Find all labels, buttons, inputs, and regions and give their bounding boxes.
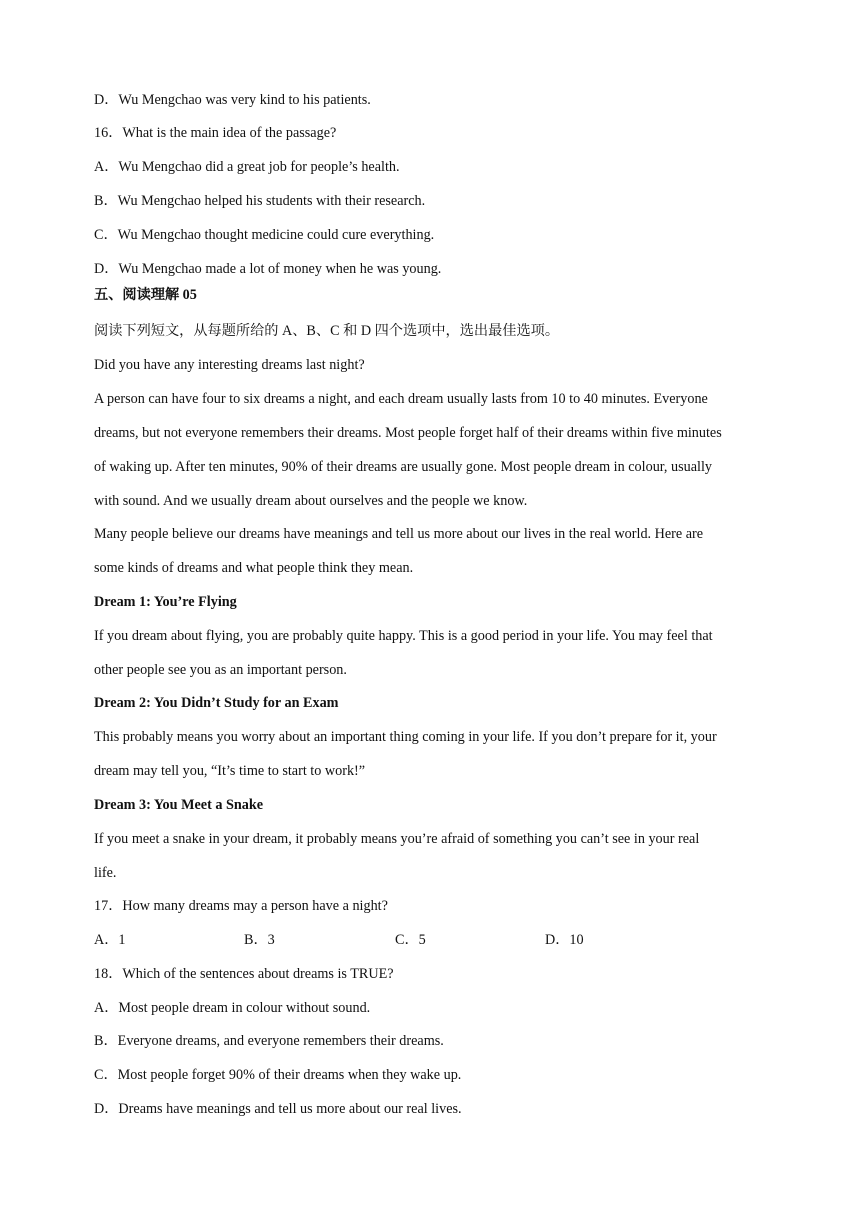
dream-1-heading: Dream 1: You’re Flying: [94, 594, 237, 610]
q16-option-b: B．Wu Mengchao helped his students with their research.: [94, 193, 426, 209]
section-instruction: 阅读下列短文，从每题所给的 A、B、C 和 D 四个选项中，选出最佳选项。: [94, 323, 560, 339]
passage-paragraph-2-line-2: some kinds of dreams and what people think they mean.: [94, 560, 414, 576]
dream-1-line-1: If you dream about flying, you are probably quite happy. This is a good period in your life. You may feel that: [94, 628, 713, 644]
q18-option-d: D．Dreams have meanings and tell us more about our real lives.: [94, 1101, 462, 1117]
q17-question: 17．How many dreams may a person have a night?: [94, 898, 388, 914]
q16-option-d: D．Wu Mengchao made a lot of money when he was young.: [94, 261, 442, 277]
passage-paragraph-1-line-2: dreams, but not everyone remembers their dreams. Most people forget half of their dreams within five minutes: [94, 425, 722, 441]
passage-paragraph-2-line-1: Many people believe our dreams have meanings and tell us more about our lives in the real world. Here are: [94, 526, 704, 542]
dream-2-line-1: This probably means you worry about an important thing coming in your life. If you don’t prepare for it, your: [94, 729, 717, 745]
q15-option-d: D．Wu Mengchao was very kind to his patients.: [94, 92, 371, 108]
q16-option-a: A．Wu Mengchao did a great job for people’s health.: [94, 159, 400, 175]
q18-option-c: C．Most people forget 90% of their dreams when they wake up.: [94, 1067, 462, 1083]
dream-2-line-2: dream may tell you, “It’s time to start to work!”: [94, 763, 366, 779]
section-heading: 五、阅读理解 05: [94, 287, 197, 303]
dream-3-line-2: life.: [94, 865, 117, 881]
q18-option-a: A．Most people dream in colour without sound.: [94, 1000, 371, 1016]
q17-option-d: D．10: [545, 932, 584, 948]
q18-option-b: B．Everyone dreams, and everyone remembers their dreams.: [94, 1033, 444, 1049]
dream-2-heading: Dream 2: You Didn’t Study for an Exam: [94, 695, 339, 711]
q17-option-b: B．3: [244, 932, 275, 948]
dream-1-line-2: other people see you as an important person.: [94, 662, 347, 678]
passage-paragraph-1-line-1: A person can have four to six dreams a night, and each dream usually lasts from 10 to 40 minutes. Everyone: [94, 391, 708, 407]
q18-question: 18．Which of the sentences about dreams is TRUE?: [94, 966, 394, 982]
q17-option-a: A．1: [94, 932, 126, 948]
dream-3-heading: Dream 3: You Meet a Snake: [94, 797, 264, 813]
q16-question: 16．What is the main idea of the passage?: [94, 125, 337, 141]
dream-3-line-1: If you meet a snake in your dream, it probably means you’re afraid of something you can’t see in your real: [94, 831, 700, 847]
passage-opening-question: Did you have any interesting dreams last night?: [94, 357, 365, 373]
q17-option-c: C．5: [395, 932, 426, 948]
passage-paragraph-1-line-4: with sound. And we usually dream about ourselves and the people we know.: [94, 493, 528, 509]
passage-paragraph-1-line-3: of waking up. After ten minutes, 90% of their dreams are usually gone. Most people dream in colour, usually: [94, 459, 713, 475]
q16-option-c: C．Wu Mengchao thought medicine could cure everything.: [94, 227, 435, 243]
